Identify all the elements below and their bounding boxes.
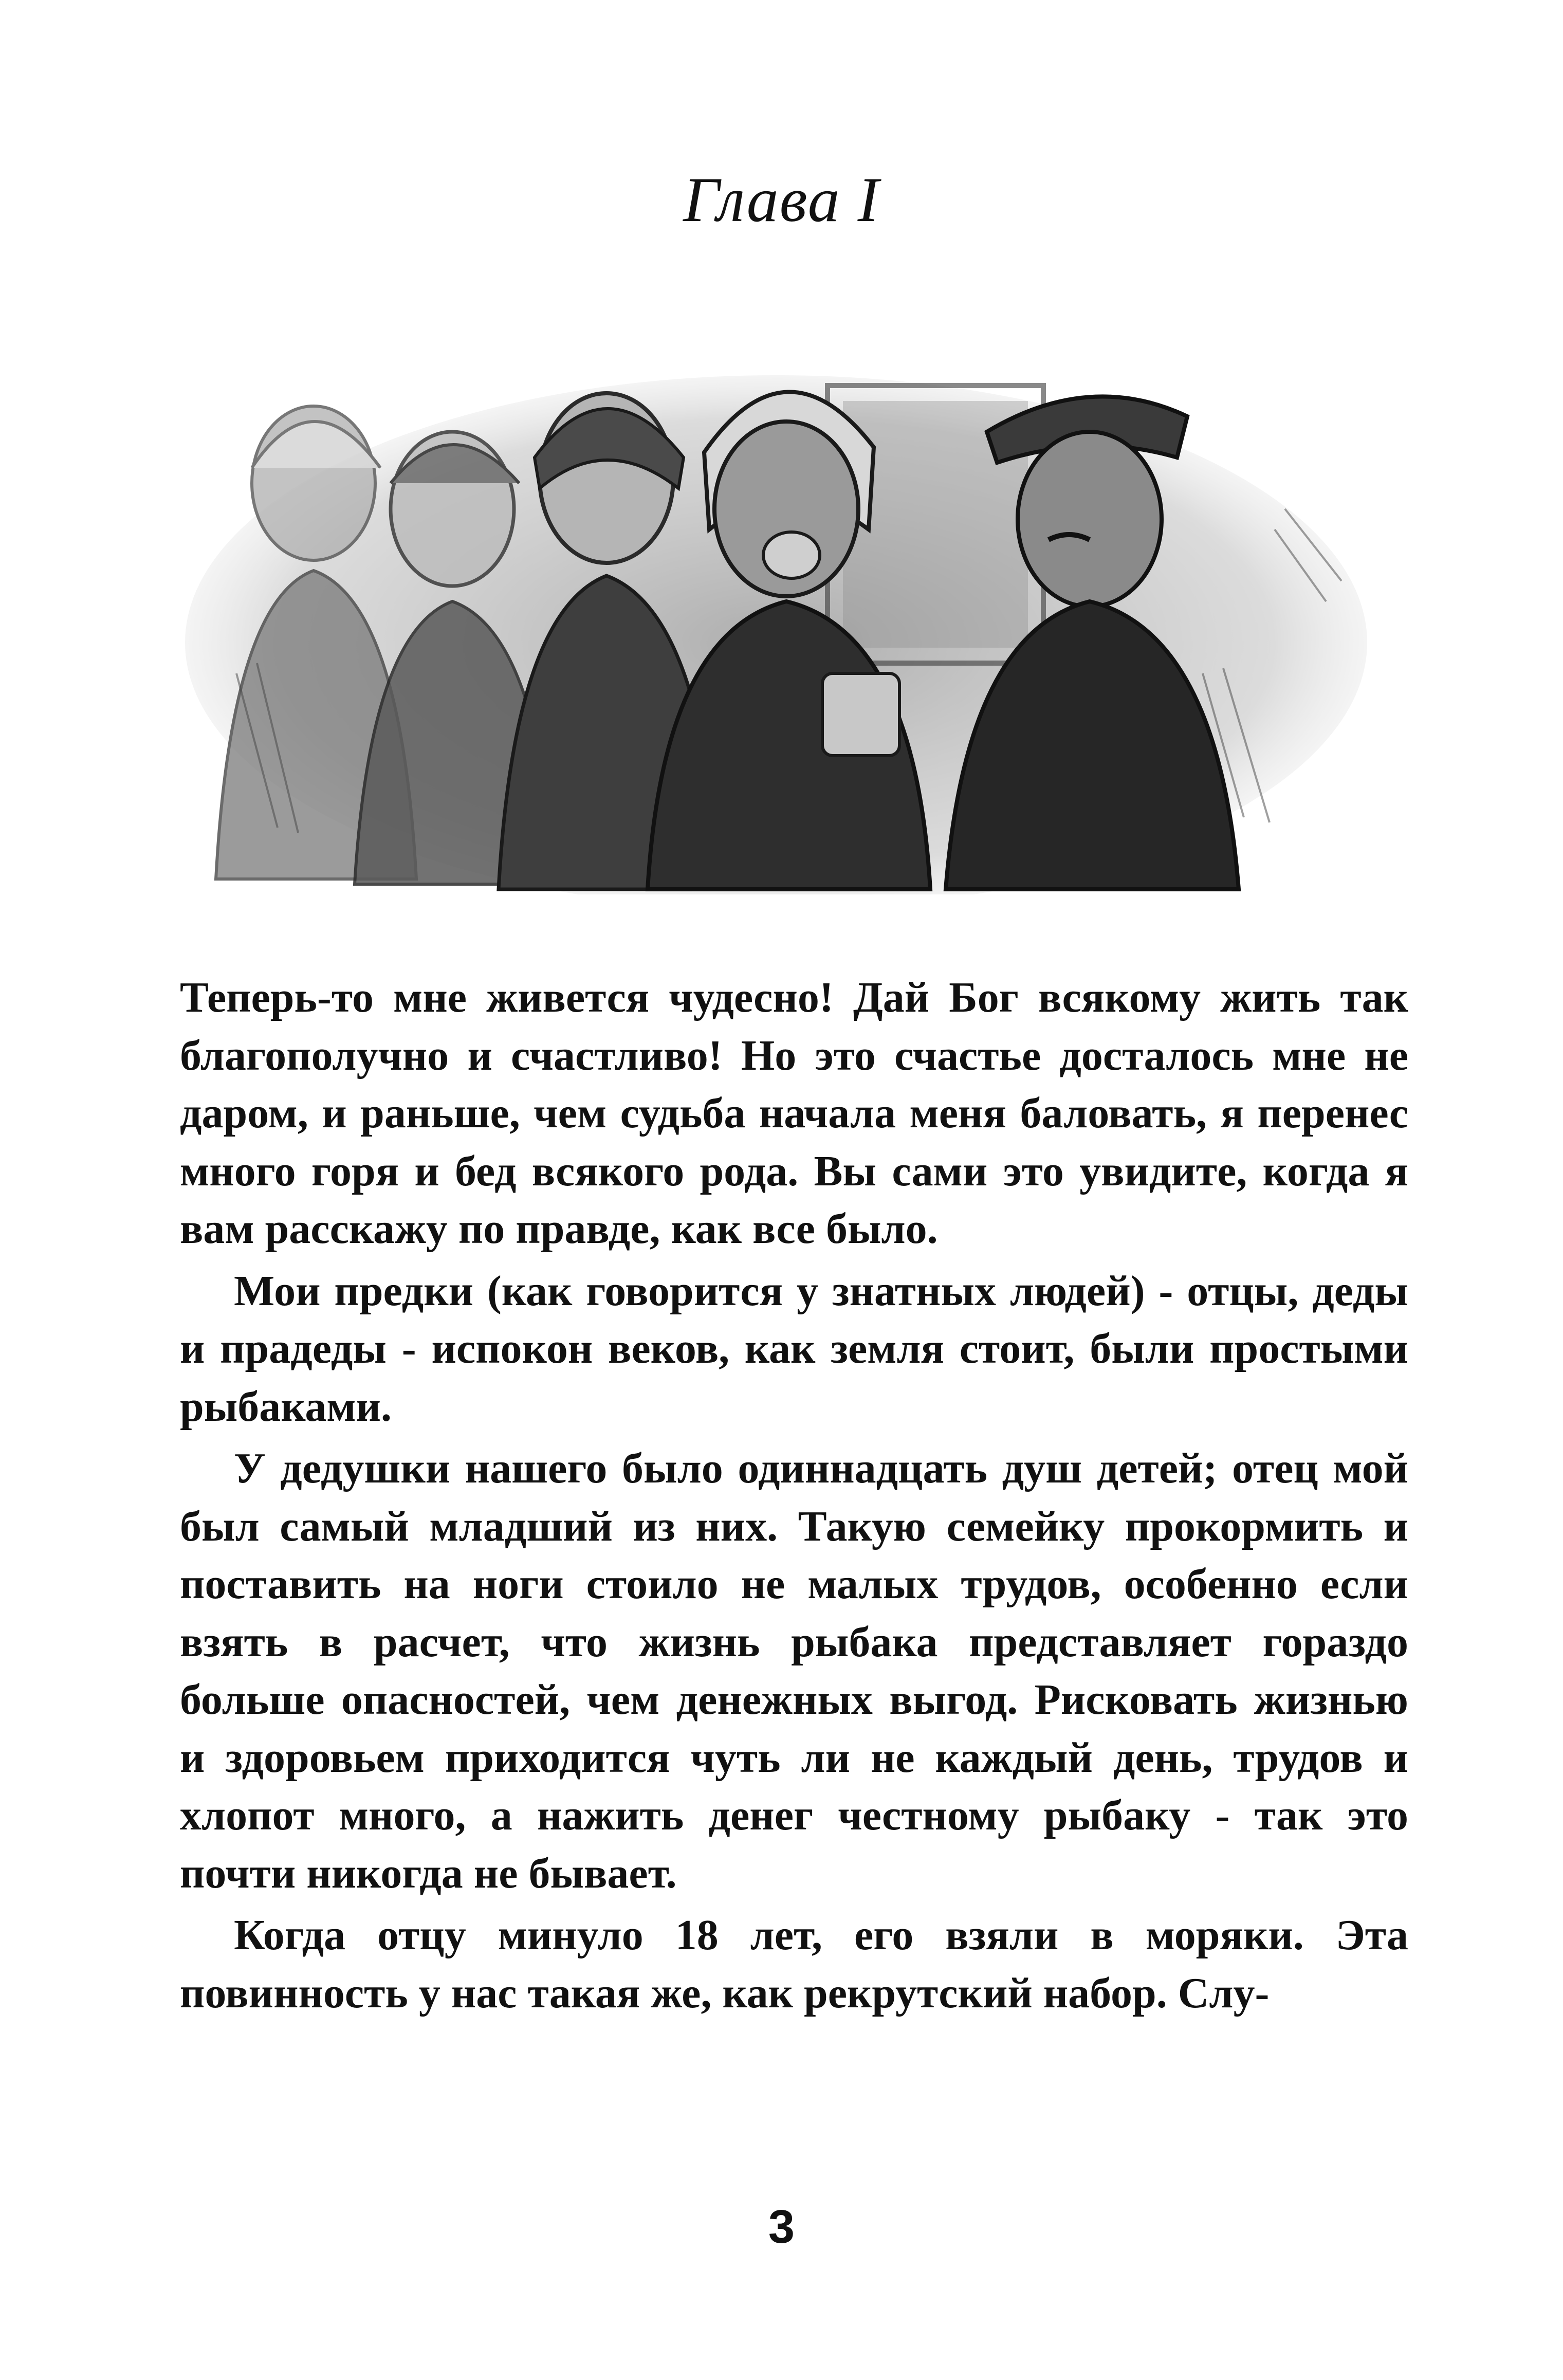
- sketch-illustration-icon: [185, 314, 1367, 894]
- chapter-body: [180, 969, 1408, 2022]
- paragraph-2: Мои предки (как говорится у знатных людей) - отцы, деды и прадеды - испокон веков, как земля стоит, были простыми рыбаками.: [180, 1267, 1408, 1431]
- paragraph-1: Теперь-то мне живется чудесно! Дай Бог всякому жить так благополучно и счастливо! Но это счастье досталось мне не даром, и раньше, чем судьба начала меня баловать, я перенес много горя и бед всякого рода. Вы сами это увидите, когда я вам расскажу по правде, как все было.: [180, 974, 1408, 1253]
- paragraph-3: У дедушки нашего было одиннадцать душ детей; отец мой был самый младший из них. Такую семейку прокормить и поставить на ноги стоило не малых трудов, особенно если взять в расчет, что жизнь рыбака представляет гораздо больше опасностей, чем денежных выгод. Рисковать жизнью и здоровьем приходится чуть ли не каждый день, трудов и хлопот много, а нажить денег честному рыбаку - так это почти никогда не бывает.: [180, 1444, 1408, 1897]
- chapter-illustration: [185, 314, 1367, 894]
- chapter-title: Глава I: [683, 164, 880, 235]
- page-number: 3: [768, 2201, 795, 2253]
- paragraph-4: Когда отцу минуло 18 лет, его взяли в моряки. Эта повинность у нас такая же, как рекрутский набор. Слу-: [180, 1911, 1408, 2017]
